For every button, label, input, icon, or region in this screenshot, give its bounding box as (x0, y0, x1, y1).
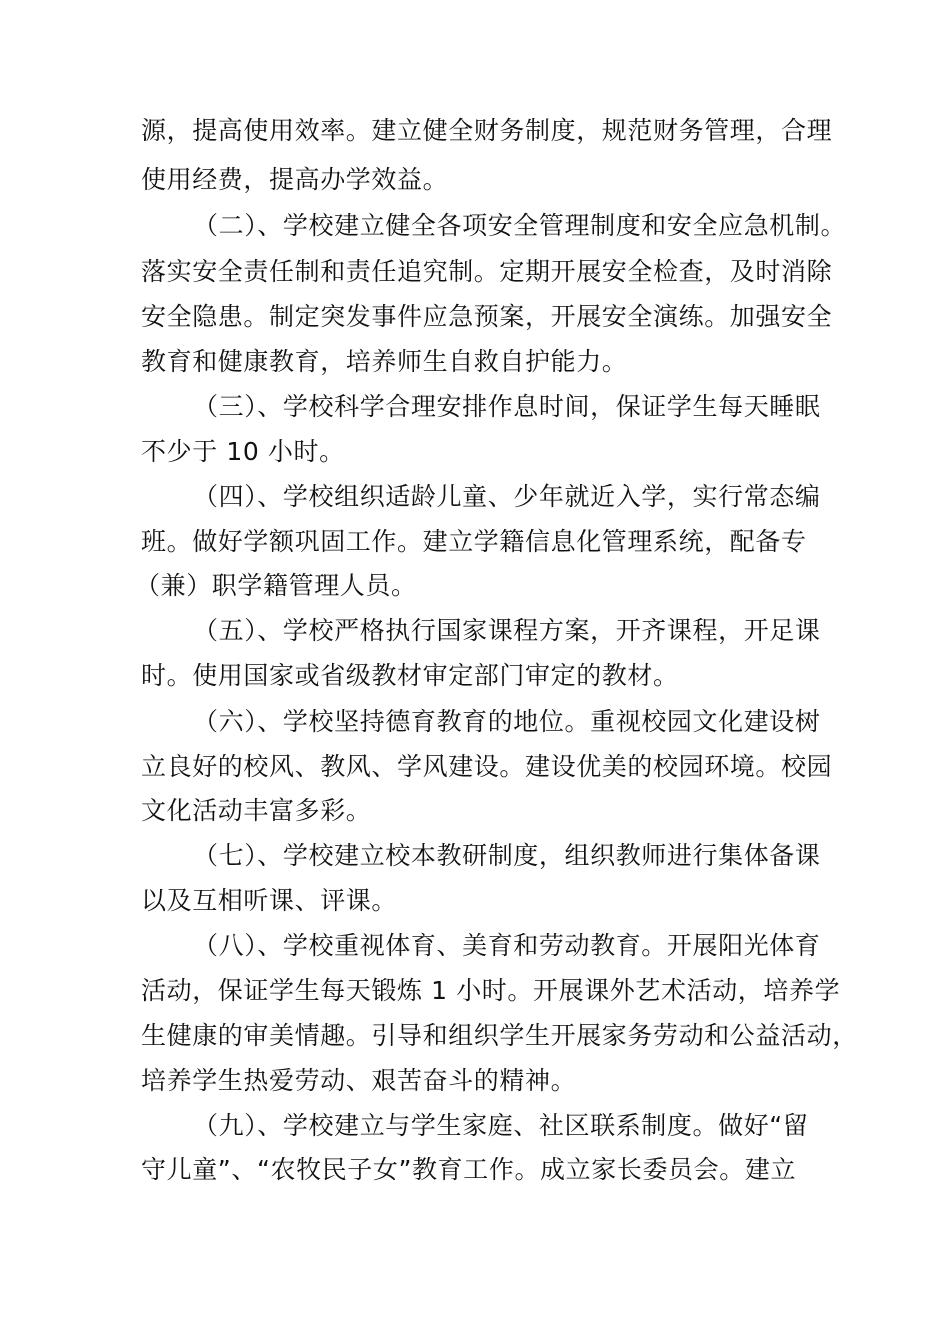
paragraph-3-heading-line: （三）、学校科学合理安排作息时间，保证学生每天睡眠 (193, 392, 821, 421)
text-line: 以及互相听课、评课。 (141, 886, 398, 915)
paragraph-6-heading-line: （六）、学校坚持德育教育的地位。重视校园文化建设树 (193, 707, 821, 736)
text-line: 时。使用国家或省级教材审定部门审定的教材。 (141, 661, 679, 690)
text-line: 立良好的校风、教风、学风建设。建设优美的校园环境。校园 (141, 752, 833, 781)
paragraph-7-heading-line: （七）、学校建立校本教研制度，组织教师进行集体备课 (193, 841, 821, 870)
text-line: 活动，保证学生每天锻炼 1 小时。开展课外艺术活动，培养学 (141, 976, 841, 1005)
text-line: 落实安全责任制和责任追究制。定期开展安全检查，及时消除 (141, 257, 833, 286)
text-line: 班。做好学额巩固工作。建立学籍信息化管理系统，配备专 (141, 527, 807, 556)
text-line: 培养学生热爱劳动、艰苦奋斗的精神。 (141, 1066, 577, 1095)
paragraph-2-heading-line: （二）、学校建立健全各项安全管理制度和安全应急机制。 (193, 211, 847, 240)
paragraph-9-heading-line: （九）、学校建立与学生家庭、社区联系制度。做好“留 (193, 1111, 809, 1140)
paragraph-5-heading-line: （五）、学校严格执行国家课程方案，开齐课程，开足课 (193, 616, 821, 645)
text-line: 使用经费，提高办学效益。 (141, 165, 449, 194)
paragraph-8-heading-line: （八）、学校重视体育、美育和劳动教育。开展阳光体育 (193, 931, 821, 960)
text-line: 生健康的审美情趣。引导和组织学生开展家务劳动和公益活动， (141, 1021, 858, 1050)
text-line: 守儿童”、“农牧民子女”教育工作。成立家长委员会。建立 (141, 1155, 797, 1184)
text-line: 安全隐患。制定突发事件应急预案，开展安全演练。加强安全 (141, 302, 833, 331)
text-line: 不少于 10 小时。 (141, 437, 345, 466)
text-line: 源，提高使用效率。建立健全财务制度，规范财务管理，合理 (141, 116, 833, 145)
text-line: 文化活动丰富多彩。 (141, 796, 372, 825)
text-line: （兼）职学籍管理人员。 (135, 571, 417, 600)
paragraph-4-heading-line: （四）、学校组织适龄儿童、少年就近入学，实行常态编 (193, 482, 821, 511)
text-line: 教育和健康教育，培养师生自救自护能力。 (141, 347, 628, 376)
